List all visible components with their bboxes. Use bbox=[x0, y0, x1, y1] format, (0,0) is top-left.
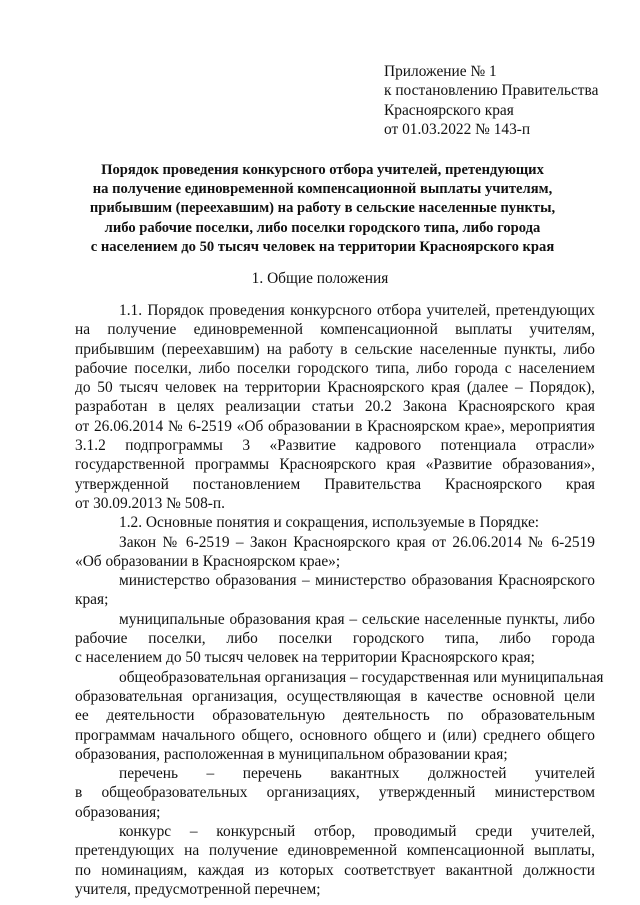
body-line: учителя, предусмотренной перечнем; bbox=[75, 880, 321, 898]
document-title bbox=[60, 161, 585, 257]
appendix-number: Приложение № 1 bbox=[384, 63, 497, 80]
body-line: «Об образовании в Красноярском крае»; bbox=[75, 552, 341, 570]
body-line: образования, расположенная в муниципальном образовании края; bbox=[75, 745, 508, 763]
body-line: от 30.09.2013 № 508-п. bbox=[75, 494, 225, 512]
body-line: на получение единовременной компенсационной выплаты учителям, bbox=[75, 321, 595, 339]
body-line: 3.1.2 подпрограммы 3 «Развитие кадрового потенциала отрасли» bbox=[75, 437, 595, 455]
title-line: прибывшим (переехавшим) на работу в сельские населенные пункты, bbox=[89, 200, 556, 217]
appendix-date: от 01.03.2022 № 143-п bbox=[384, 120, 531, 138]
body-line: утвержденной постановлением Правительства Красноярского края bbox=[75, 475, 595, 493]
body-line: претендующих на получение единовременной компенсационной выплаты, bbox=[75, 842, 595, 860]
body-line: ее деятельности образовательную деятельность по образовательным bbox=[75, 707, 595, 725]
body-line: программам начального общего, основного общего и (или) среднего общего bbox=[75, 726, 595, 744]
body-line: конкурс – конкурсный отбор, проводимый среди учителей, bbox=[119, 823, 595, 841]
title-line: с населением до 50 тысяч человек на территории Красноярского края bbox=[90, 238, 555, 255]
appendix-reference: к постановлению Правительства bbox=[384, 82, 599, 100]
body-line: рабочие поселки, либо поселки городского типа, либо города bbox=[75, 630, 595, 648]
title-line: Порядок проведения конкурсного отбора учителей, претендующих bbox=[101, 162, 544, 178]
document-body bbox=[75, 301, 604, 899]
body-line: от 26.06.2014 № 6-2519 «Об образовании в Красноярском крае», мероприятия bbox=[75, 417, 595, 435]
body-line: Закон № 6-2519 – Закон Красноярского края от 26.06.2014 № 6-2519 bbox=[119, 533, 595, 551]
body-line: прибывшим (переехавшим) на работу в сельские населенные пункты, либо bbox=[75, 340, 595, 358]
body-line: рабочие поселки, либо поселки городского типа, либо города с населением bbox=[75, 359, 595, 377]
body-line: разработан в целях реализации статьи 20.2 Закона Красноярского края bbox=[75, 398, 595, 416]
body-line: до 50 тысяч человек на территории Красноярского края (далее – Порядок), bbox=[75, 379, 595, 397]
body-line: общеобразовательная организация – государственная или муниципальная bbox=[119, 668, 604, 686]
body-line: министерство образования – министерство образования Красноярского bbox=[119, 572, 595, 590]
title-line: либо рабочие поселки, либо поселки городского типа, либо города bbox=[104, 219, 541, 236]
body-line: государственной программы Красноярского края «Развитие образования», bbox=[75, 456, 595, 474]
body-line: с населением до 50 тысяч человек на территории Красноярского края; bbox=[75, 649, 535, 667]
body-line: 1.1. Порядок проведения конкурсного отбора учителей, претендующих bbox=[119, 302, 595, 319]
title-line: на получение единовременной компенсационной выплаты учителям, bbox=[92, 181, 553, 198]
body-line: края; bbox=[75, 591, 109, 609]
appendix-block bbox=[384, 62, 624, 139]
body-line: 1.2. Основные понятия и сокращения, используемые в Порядке: bbox=[119, 514, 540, 532]
body-line: муниципальные образования края – сельские населенные пункты, либо bbox=[119, 610, 595, 628]
section-heading: 1. Общие положения bbox=[251, 270, 389, 287]
body-line: образования; bbox=[75, 803, 161, 821]
body-line: по номинациям, каждая из которых соответствует вакантной должности bbox=[75, 861, 595, 879]
appendix-region: Красноярского края bbox=[384, 101, 514, 119]
body-line: перечень – перечень вакантных должностей учителей bbox=[119, 765, 595, 783]
body-line: в общеобразовательных организациях, утвержденный министерством bbox=[75, 784, 595, 802]
body-line: образовательная организация, осуществляющая в качестве основной цели bbox=[75, 687, 595, 705]
